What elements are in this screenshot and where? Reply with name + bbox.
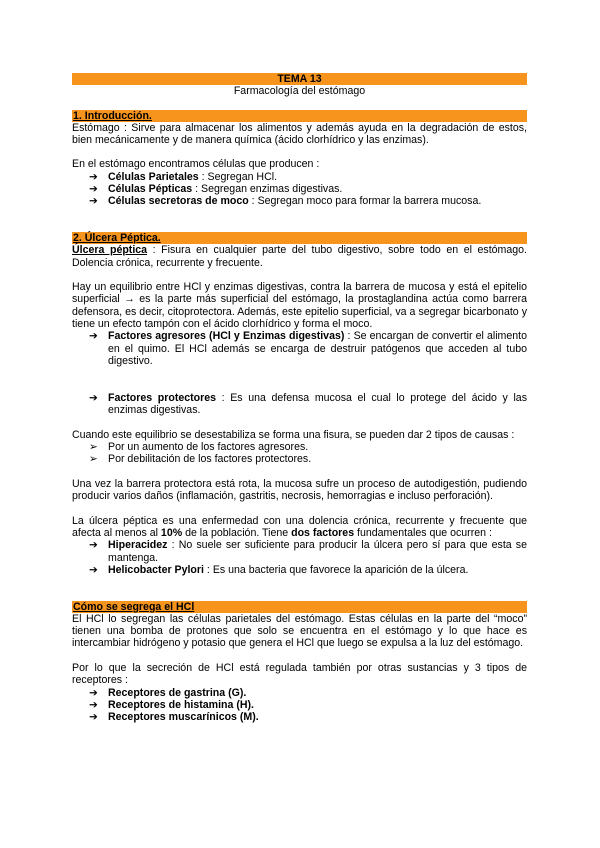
hollow-arrow-icon: ➢: [89, 441, 98, 454]
causes-paragraph: Cuando este equilibrio se desestabiliza se forma una fisura, se pueden dar 2 tipos de causas :: [72, 428, 515, 441]
document-page: [72, 73, 527, 724]
arrow-icon: ➔: [89, 686, 98, 699]
intro-paragraph: Estómago : Sirve para almacenar los alimentos y además ayuda en la degradación de estos, bien mecánicamente y de manera química (ácido clorhídrico y las enzimas).: [72, 121, 527, 146]
hcl-paragraph: El HCl lo segregan las células parietales del estómago. Estas células en la parte del “moco” tienen una bomba de protones que solo se encuentra en el estómago y lo que hace es intercambiar hidrógeno y potasio que genera el HCl que luego se expulsa a la luz del estómago.: [72, 612, 527, 650]
list-item: ➔ Receptores de histamina (H).: [89, 698, 254, 711]
list-item: ➔ Receptores de gastrina (G).: [89, 686, 247, 699]
list-item: ➔ Células secretoras de moco : Segregan moco para formar la barrera mucosa.: [89, 195, 482, 208]
list-item: ➔ Factores agresores (HCl y Enzimas digestivas) : Se encargan de convertir el alimento en el quimo. El HCl además se encarga de destruir patógenos que acceden al tubo digestivo.: [89, 330, 527, 367]
list-item: ➔ Helicobacter Pylori : Es una bacteria que favorece la aparición de la úlcera.: [89, 563, 469, 576]
causes-list: [72, 441, 527, 466]
receptors-list: [72, 687, 527, 724]
arrow-icon: ➔: [89, 698, 98, 711]
equilibrium-paragraph: Hay un equilibrio entre HCl y enzimas digestivas, contra la barrera de mucosa y está el epitelio superficial → es la parte más superficial del estómago, la prostaglandina actúa como barrera defensora, es decir, citoprotectora. Además, este epitelio superficial, va a segregar bicarbonato y tiene un efecto tampón con el ácido clorhídrico y forma el moco.: [72, 281, 527, 331]
cells-intro-paragraph: En el estómago encontramos células que producen :: [72, 158, 320, 171]
arrow-icon: ➔: [89, 711, 98, 724]
receptors-intro-paragraph: Por lo que la secreción de HCl está regulada también por otras sustancias y 3 tipos de receptores :: [72, 662, 527, 687]
section-heading-ulcera: 2. Úlcera Péptica.: [72, 232, 527, 244]
disease-paragraph: La úlcera péptica es una enfermedad con una dolencia crónica, recurrente y frecuente que afecta al menos al 10% de la población. Tiene dos factores fundamentales que ocurren :: [72, 514, 527, 540]
arrow-icon: ➔: [89, 391, 98, 404]
arrow-icon: ➔: [89, 563, 98, 576]
factors-list: [72, 330, 527, 367]
hollow-arrow-icon: ➢: [89, 453, 98, 466]
list-item: ➔ Factores protectores : Es una defensa mucosa el cual lo protege del ácido y las enzimas digestivas.: [89, 391, 527, 417]
ulcer-definition-paragraph: Úlcera péptica : Fisura en cualquier parte del tubo digestivo, sobre todo en el estómago. Dolencia crónica, recurrente y frecuente.: [72, 244, 527, 269]
section-heading-hcl: Cómo se segrega el HCl: [72, 601, 527, 613]
arrow-icon: ➔: [89, 330, 98, 343]
arrow-icon: ➔: [89, 539, 98, 552]
term-ulcera: Úlcera péptica: [72, 244, 148, 257]
list-item: ➢ Por debilitación de los factores protectores.: [89, 453, 312, 466]
term-estomago: Estómago: [72, 121, 120, 134]
document-title: TEMA 13: [72, 73, 527, 85]
list-item: ➔ Receptores muscarínicos (M).: [89, 711, 259, 724]
section-heading-introduccion: 1. Introducción.: [72, 110, 527, 122]
document-subtitle: Farmacología del estómago: [233, 85, 366, 97]
autodigestion-paragraph: Una vez la barrera protectora está rota, la mucosa sufre un proceso de autodigestión, pudiendo producir varios daños (inflamación, gastritis, necrosis, hemorragias e incluso perforación).: [72, 477, 527, 503]
arrow-icon: ➔: [89, 195, 98, 208]
arrow-icon: ➔: [89, 170, 98, 183]
list-item: ➔ Células Pépticas : Segregan enzimas digestivas.: [89, 183, 343, 196]
factors-list-2: [72, 392, 527, 417]
list-item: ➔ Hiperacidez : No suele ser suficiente para producir la úlcera pero sí para que esta se mantenga.: [89, 539, 527, 564]
key-factors-list: [72, 539, 527, 576]
arrow-icon: ➔: [89, 183, 98, 196]
list-item: ➢ Por un aumento de los factores agresores.: [89, 441, 309, 454]
list-item: ➔ Células Parietales : Segregan HCl.: [89, 170, 278, 183]
cells-list: [72, 171, 527, 208]
